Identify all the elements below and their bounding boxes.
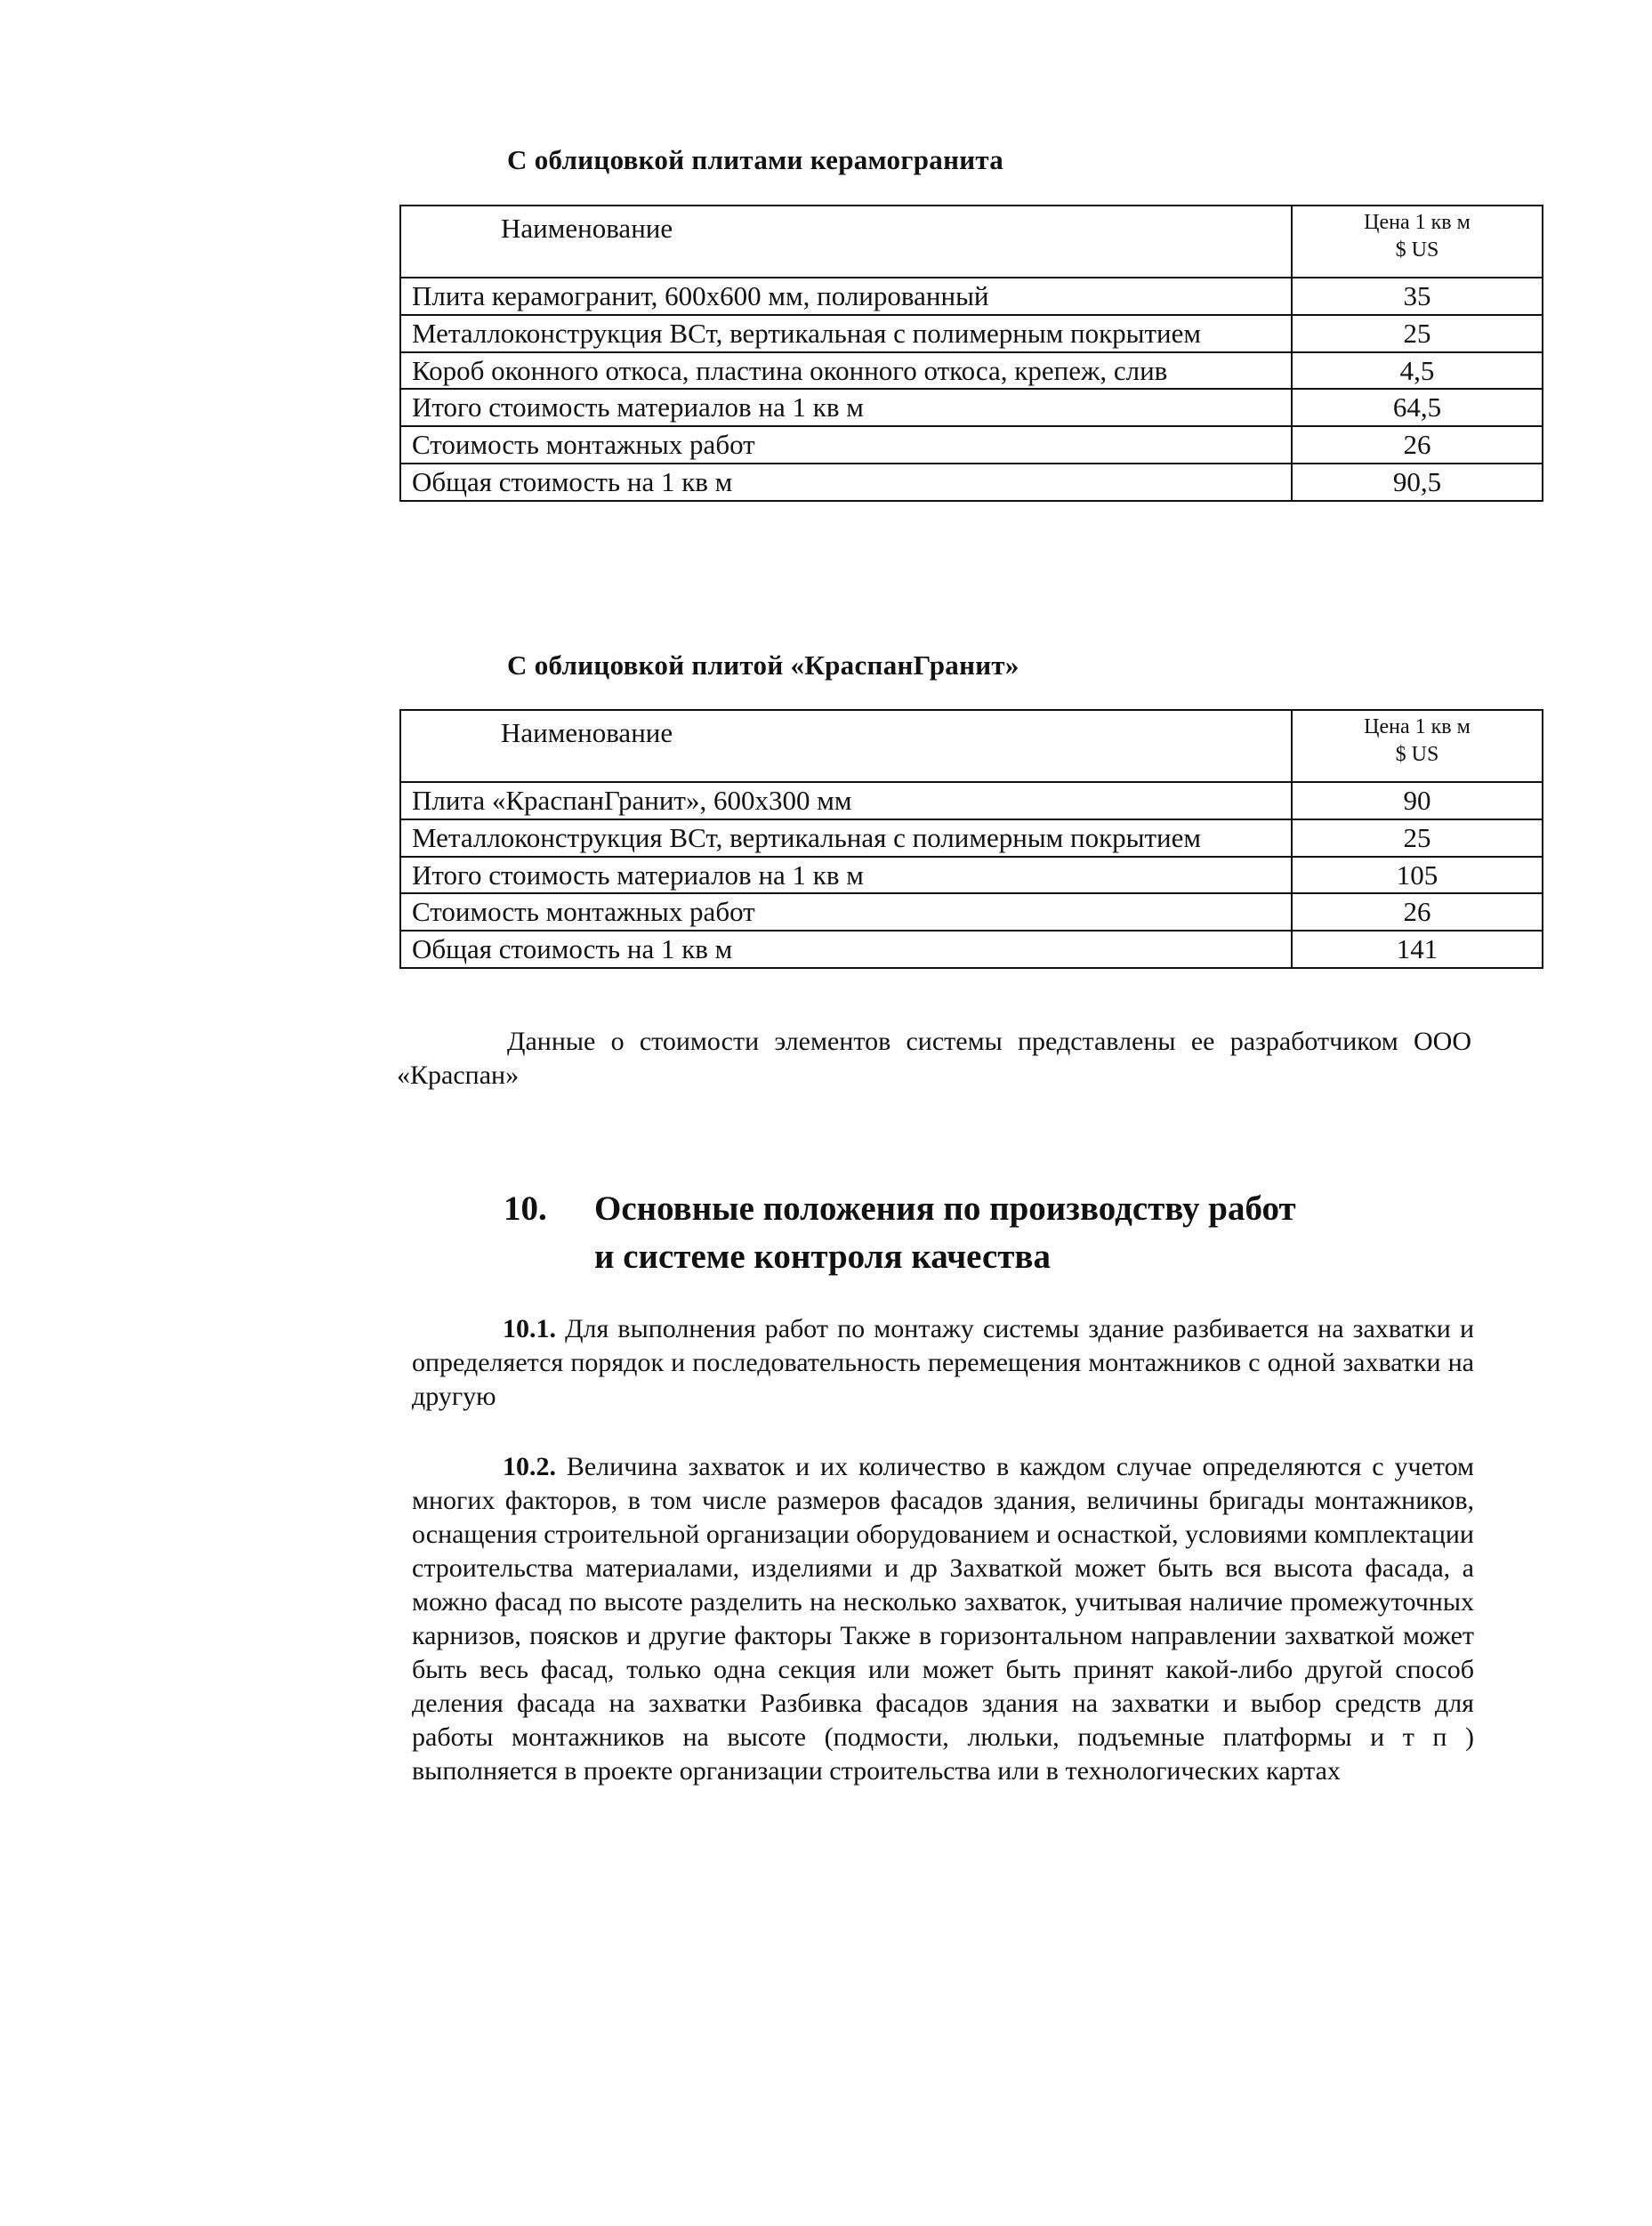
row-name: Плита «КраспанГранит», 600x300 мм [400,782,1292,819]
table-row [400,315,1543,352]
row-price: 90,5 [1292,464,1543,501]
table-row [400,893,1543,931]
table-header-row [400,206,1543,278]
row-name: Стоимость монтажных работ [400,426,1292,464]
column-header-price [1292,710,1543,782]
row-name: Итого стоимость материалов на 1 кв м [400,857,1292,894]
row-price: 105 [1292,857,1543,894]
column-header-price [1292,206,1543,278]
table-row [400,464,1543,501]
row-name: Общая стоимость на 1 кв м [400,464,1292,501]
price-table-kraspangranit [399,709,1543,969]
row-price: 4,5 [1292,352,1543,390]
row-name: Итого стоимость материалов на 1 кв м [400,389,1292,426]
row-price: 35 [1292,278,1543,315]
column-header-price-line2: $ US [1395,238,1439,262]
column-header-price-line1: Цена 1 кв м [1364,715,1471,738]
paragraph-10-1 [412,1312,1474,1414]
table2-heading: С облицовкой плитой «КраспанГранит» [507,649,1019,681]
row-name: Короб оконного откоса, пластина оконного откоса, крепеж, слив [400,352,1292,390]
paragraph-10-2 [412,1450,1474,1788]
row-name: Общая стоимость на 1 кв м [400,931,1292,968]
row-price: 25 [1292,819,1543,857]
column-header-name: Наименование [400,206,1292,278]
table-row [400,389,1543,426]
column-header-name: Наименование [400,710,1292,782]
section-number: 10. [504,1190,547,1228]
row-price: 64,5 [1292,389,1543,426]
paragraph-number: 10.2. [503,1452,556,1481]
row-price: 141 [1292,931,1543,968]
source-note: Данные о стоимости элементов системы представлены ее разработчиком ООО «Краспан» [397,1027,1471,1090]
row-price: 25 [1292,315,1543,352]
table-row [400,352,1543,390]
row-price: 26 [1292,426,1543,464]
section-title-line2: и системе контроля качества [594,1238,1051,1276]
row-name: Металлоконструкция ВСт, вертикальная с полимерным покрытием [400,315,1292,352]
table1-heading: С облицовкой плитами керамогранита [507,144,1004,175]
table-row [400,819,1543,857]
paragraph-number: 10.1. [503,1314,556,1343]
table-row [400,857,1543,894]
paragraph-text: Величина захваток и их количество в каждом случае определяются с учетом многих факторов, в том числе размеров фасадов здания, величины бригады монтажников, оснащения строительной организации оборудованием и оснасткой, условиями комплектации строительства материалами, изделиями и др Захваткой может быть вся высота фасада, а можно фасад по высоте разделить на несколько захваток, учитывая наличие промежуточных карнизов, поясков и другие факторы Также в горизонтальном направлении захваткой может быть весь фасад, только одна секция или может быть принят какой-либо другой способ деления фасада на захватки Разбивка фасадов здания на захватки и выбор средств для работы монтажников на высоте (подмости, люльки, подъемные платформы и т п ) выполняется в проекте организации строительства или в технологических картах [412,1452,1474,1786]
column-header-price-line2: $ US [1395,743,1439,767]
paragraph-text: Для выполнения работ по монтажу системы здание разбивается на захватки и определяется порядок и последовательность перемещения монтажников с одной захватки на другую [412,1314,1474,1411]
table-row [400,278,1543,315]
table-row [400,782,1543,819]
price-table-ceramic-granite [399,205,1543,502]
section-title [594,1185,1296,1281]
section-title-line1: Основные положения по производству работ [594,1190,1296,1228]
row-price: 90 [1292,782,1543,819]
table-header-row [400,710,1543,782]
row-price: 26 [1292,893,1543,931]
row-name: Стоимость монтажных работ [400,893,1292,931]
table-row [400,426,1543,464]
table-row [400,931,1543,968]
row-name: Плита керамогранит, 600x600 мм, полированный [400,278,1292,315]
row-name: Металлоконструкция ВСт, вертикальная с полимерным покрытием [400,819,1292,857]
column-header-price-line1: Цена 1 кв м [1364,211,1471,234]
